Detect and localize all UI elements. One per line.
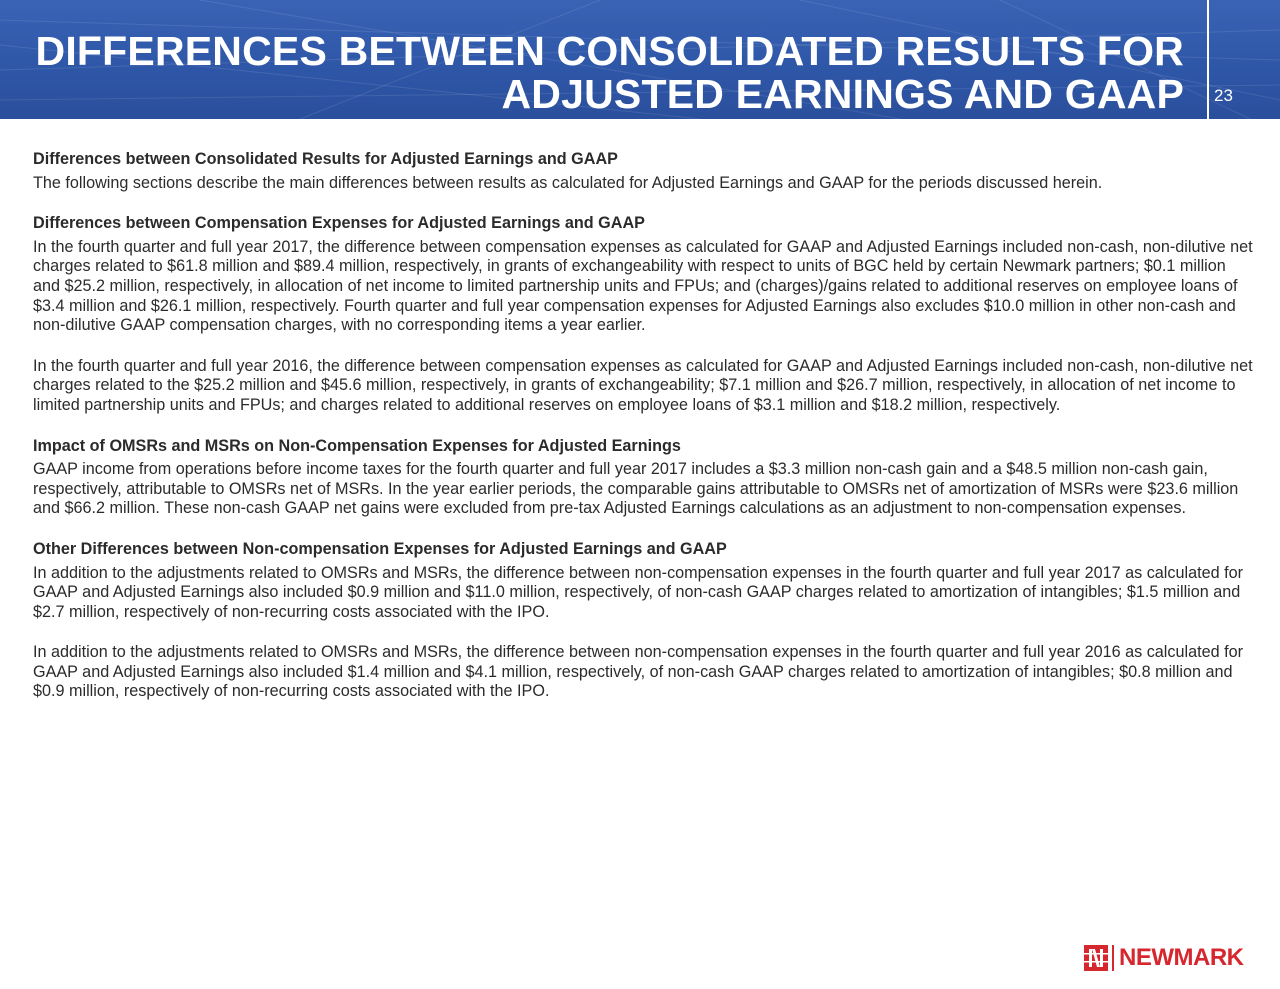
section-paragraph: In the fourth quarter and full year 2016, the difference between compensation expenses as calculated for GAAP and Adjusted Earnings included non-cash, non-dilutive net charges related to the $25.2 million and $45.6 million, respectively, in grants of exchangeability; $7.1 million and $26.7 million, respectively, in allocation of net income to limited partnership units and FPUs; and charges related to additional reserves on employee loans of $3.1 million and $18.2 million, respectively. — [33, 356, 1253, 414]
page-title-line-1: DIFFERENCES BETWEEN CONSOLIDATED RESULTS FOR — [35, 28, 1184, 74]
section-paragraph: In addition to the adjustments related to OMSRs and MSRs, the difference between non-compensation expenses in the fourth quarter and full year 2017 as calculated for GAAP and Adjusted Earnings also included $0.9 million and $11.0 million, respectively, of non-cash GAAP charges related to amortization of intangibles; $1.5 million and $2.7 million, respectively of non-recurring costs associated with the IPO. — [33, 563, 1243, 621]
header-banner — [0, 0, 1280, 119]
page-number: 23 — [1214, 86, 1233, 105]
section-omsrs-msrs — [33, 437, 1253, 519]
section-heading: Impact of OMSRs and MSRs on Non-Compensation Expenses for Adjusted Earnings — [33, 436, 681, 455]
section-paragraph: The following sections describe the main differences between results as calculated for Adjusted Earnings and GAAP for the periods discussed herein. — [33, 173, 1103, 192]
page-title-line-2: ADJUSTED EARNINGS AND GAAP — [501, 71, 1184, 117]
section-consolidated-results — [33, 150, 1253, 193]
section-paragraph: In addition to the adjustments related to OMSRs and MSRs, the difference between non-compensation expenses in the fourth quarter and full year 2016 as calculated for GAAP and Adjusted Earnings also included $1.4 million and $4.1 million, respectively, of non-cash GAAP charges related to amortization of intangibles; $0.8 million and $0.9 million, respectively of non-recurring costs associated with the IPO. — [33, 643, 1243, 701]
newmark-n-icon — [1084, 945, 1108, 971]
section-other-differences — [33, 540, 1253, 702]
body-content — [33, 150, 1253, 702]
page-title — [36, 30, 1184, 116]
logo-wordmark: NEWMARK — [1119, 944, 1244, 971]
section-paragraph: In the fourth quarter and full year 2017, the difference between compensation expenses as calculated for GAAP and Adjusted Earnings included non-cash, non-dilutive net charges related to $61.8 million and $89.4 million, respectively, in grants of exchangeability with respect to units of BGC held by certain Newmark partners; $0.1 million and $25.2 million, respectively, in allocation of net income to limited partnership units and FPUs; and (charges)/gains related to additional reserves on employee loans of $3.4 million and $26.1 million, respectively. Fourth quarter and full year compensation expenses for Adjusted Earnings also excludes $10.0 million in other non-cash and non-dilutive GAAP compensation charges, with no corresponding items a year earlier. — [33, 237, 1253, 335]
logo-separator — [1112, 945, 1114, 971]
section-compensation-expenses — [33, 214, 1253, 415]
header-divider — [1207, 0, 1209, 119]
section-heading: Differences between Compensation Expenses for Adjusted Earnings and GAAP — [33, 214, 645, 233]
section-paragraph: GAAP income from operations before income taxes for the fourth quarter and full year 2017 includes a $3.3 million non-cash gain and a $48.5 million non-cash gain, respectively, attributable to OMSRs net of MSRs. In the year earlier periods, the comparable gains attributable to OMSRs net of amortization of MSRs were $23.6 million and $66.2 million. These non-cash GAAP net gains were excluded from pre-tax Adjusted Earnings calculations as an adjustment to non-compensation expenses. — [33, 460, 1239, 518]
section-heading: Differences between Consolidated Results for Adjusted Earnings and GAAP — [33, 150, 618, 168]
newmark-logo — [1084, 944, 1243, 972]
section-heading: Other Differences between Non-compensation Expenses for Adjusted Earnings and GAAP — [33, 539, 727, 558]
